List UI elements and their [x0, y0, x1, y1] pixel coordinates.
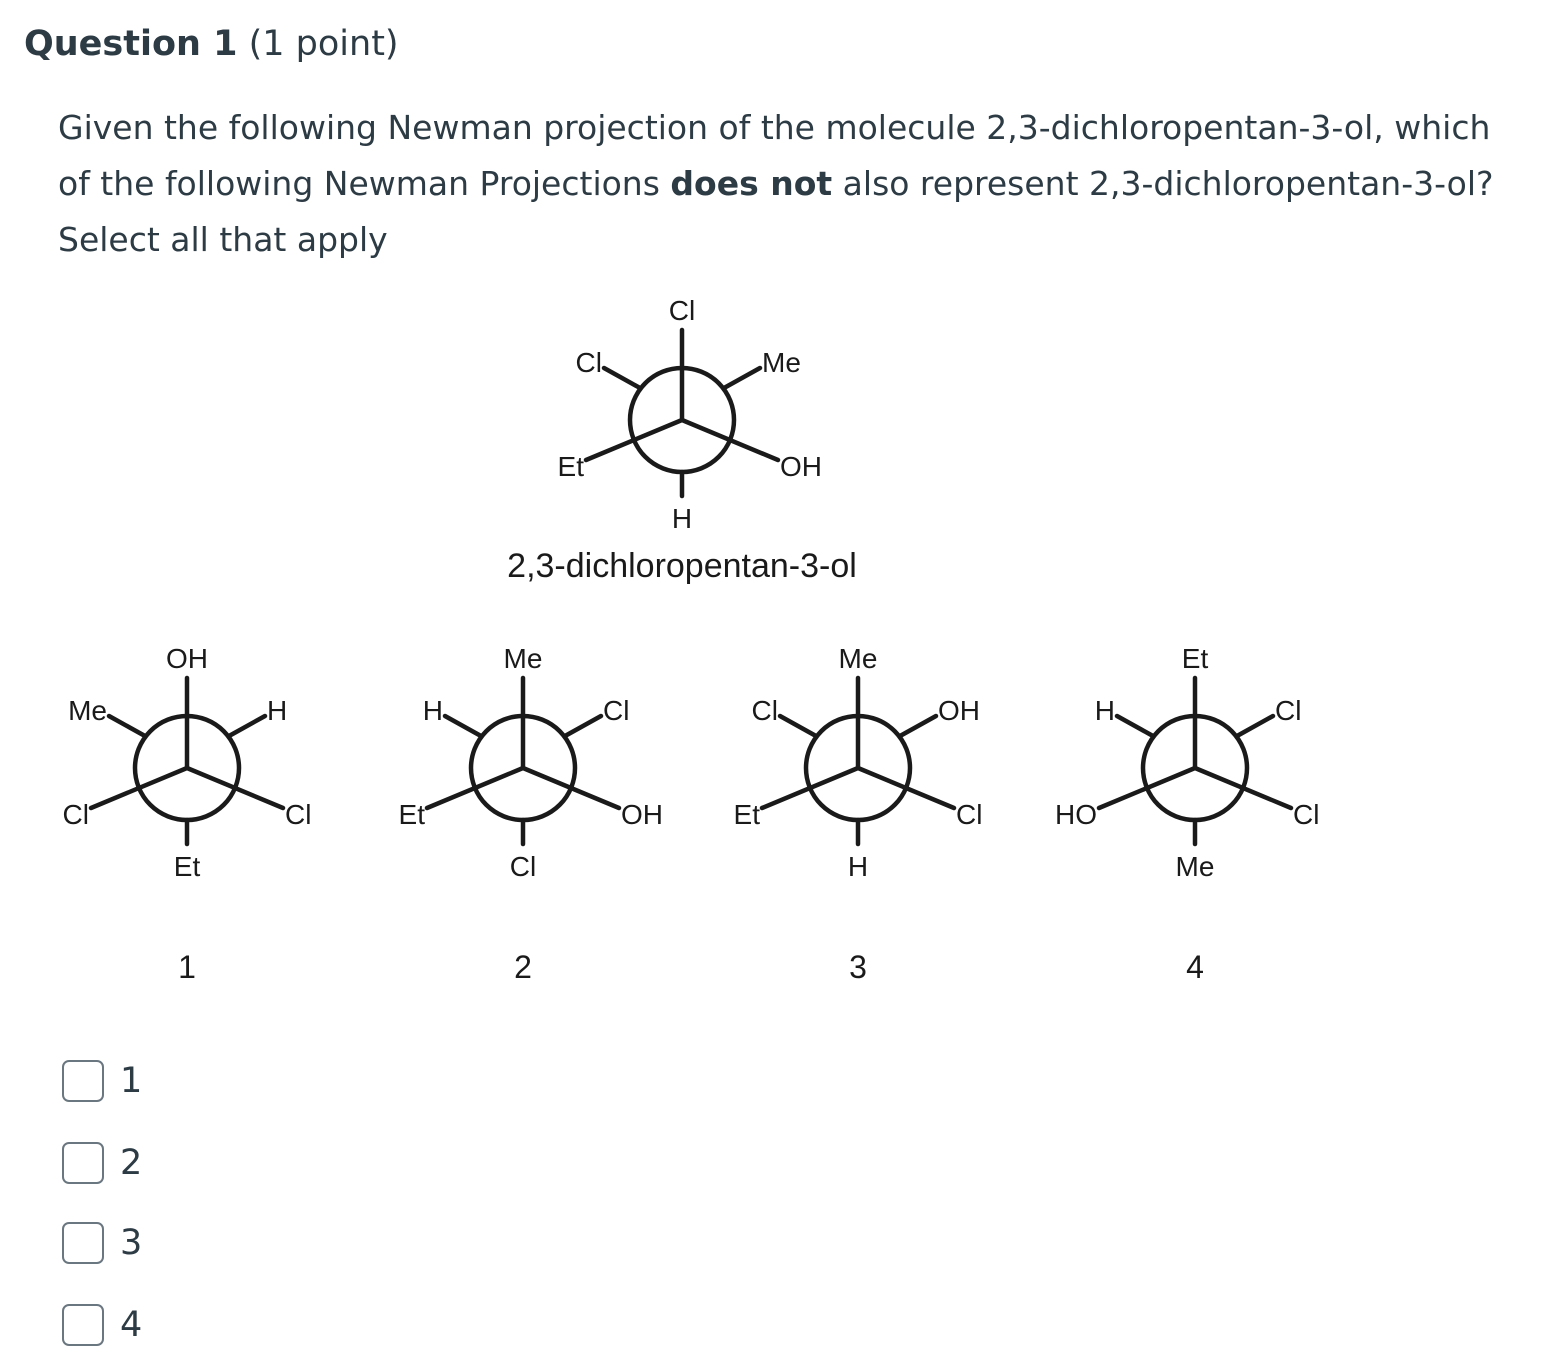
- front-substituent: Et: [733, 799, 760, 830]
- back-substituent: H: [671, 503, 693, 534]
- back-bond: [229, 716, 265, 736]
- back-substituent: Me: [1175, 851, 1215, 882]
- question-text-part2: also represent 2,3-dichloropentan-3-ol? Select all that apply: [58, 164, 1494, 259]
- back-substituent: Me: [762, 347, 801, 378]
- checkbox[interactable]: [62, 1304, 104, 1346]
- front-substituent: Et: [398, 799, 425, 830]
- front-bond: [858, 768, 954, 808]
- back-substituent: H: [422, 695, 443, 726]
- front-substituent: OH: [621, 799, 663, 830]
- checkbox[interactable]: [62, 1222, 104, 1264]
- front-substituent: Cl: [956, 799, 983, 830]
- front-substituent: Et: [1181, 643, 1209, 674]
- newman-projection-3: [734, 643, 983, 882]
- front-substituent: Cl: [1293, 799, 1320, 830]
- question-text-bold: does not: [670, 164, 833, 203]
- front-bond: [682, 420, 778, 460]
- front-bond: [91, 768, 187, 808]
- front-bond: [1099, 768, 1195, 808]
- front-substituent: Cl: [668, 295, 696, 326]
- back-bond: [1117, 716, 1153, 736]
- option-2[interactable]: [62, 1142, 142, 1184]
- back-substituent: Et: [173, 851, 201, 882]
- question-text-part1: Given the following Newman projection of the molecule 2,3-dichloropentan-3-ol, which of the following Newman Projections: [58, 108, 1491, 203]
- question-points: (1 point): [248, 24, 399, 64]
- front-bond: [1195, 768, 1291, 808]
- back-bond: [724, 368, 760, 388]
- back-substituent: H: [267, 695, 288, 726]
- front-substituent: Me: [503, 643, 543, 674]
- front-substituent: OH: [780, 451, 822, 482]
- back-bond: [780, 716, 816, 736]
- option-label: 4: [120, 1305, 143, 1345]
- back-bond: [565, 716, 601, 736]
- checkbox[interactable]: [62, 1142, 104, 1184]
- reference-caption: 2,3-dichloropentan-3-ol: [507, 547, 857, 585]
- checkbox[interactable]: [62, 1060, 104, 1102]
- projection-number-2: 2: [514, 949, 532, 985]
- projection-number-4: 4: [1186, 949, 1204, 985]
- option-1[interactable]: [62, 1060, 142, 1102]
- projection-number-1: 1: [178, 949, 196, 985]
- option-4[interactable]: [62, 1304, 142, 1346]
- back-bond: [604, 368, 640, 388]
- newman-projection-4: [1055, 643, 1319, 882]
- back-substituent: H: [1094, 695, 1115, 726]
- projection-number-3: 3: [849, 949, 867, 985]
- front-substituent: HO: [1055, 799, 1097, 830]
- back-substituent: Cl: [1275, 695, 1302, 726]
- newman-projection-2: [399, 643, 663, 882]
- back-bond: [900, 716, 936, 736]
- front-substituent: Me: [838, 643, 878, 674]
- option-label: 2: [120, 1143, 143, 1183]
- front-bond: [762, 768, 858, 808]
- back-substituent: Cl: [751, 695, 778, 726]
- front-substituent: Cl: [62, 799, 89, 830]
- back-substituent: H: [847, 851, 869, 882]
- front-bond: [523, 768, 619, 808]
- back-substituent: Cl: [603, 695, 630, 726]
- option-label: 3: [120, 1223, 143, 1263]
- option-label: 1: [120, 1061, 143, 1101]
- reference-newman-projection: [558, 295, 822, 534]
- front-bond: [187, 768, 283, 808]
- newman-projection-1: [63, 643, 312, 882]
- front-bond: [427, 768, 523, 808]
- back-substituent: Cl: [575, 347, 602, 378]
- question-title: Question 1: [24, 24, 238, 64]
- front-bond: [586, 420, 682, 460]
- option-3[interactable]: [62, 1222, 142, 1264]
- back-substituent: Cl: [509, 851, 537, 882]
- back-bond: [445, 716, 481, 736]
- back-bond: [1237, 716, 1273, 736]
- front-substituent: Et: [557, 451, 584, 482]
- front-substituent: OH: [166, 643, 208, 674]
- back-bond: [109, 716, 145, 736]
- back-substituent: Me: [68, 695, 107, 726]
- back-substituent: OH: [938, 695, 980, 726]
- front-substituent: Cl: [285, 799, 312, 830]
